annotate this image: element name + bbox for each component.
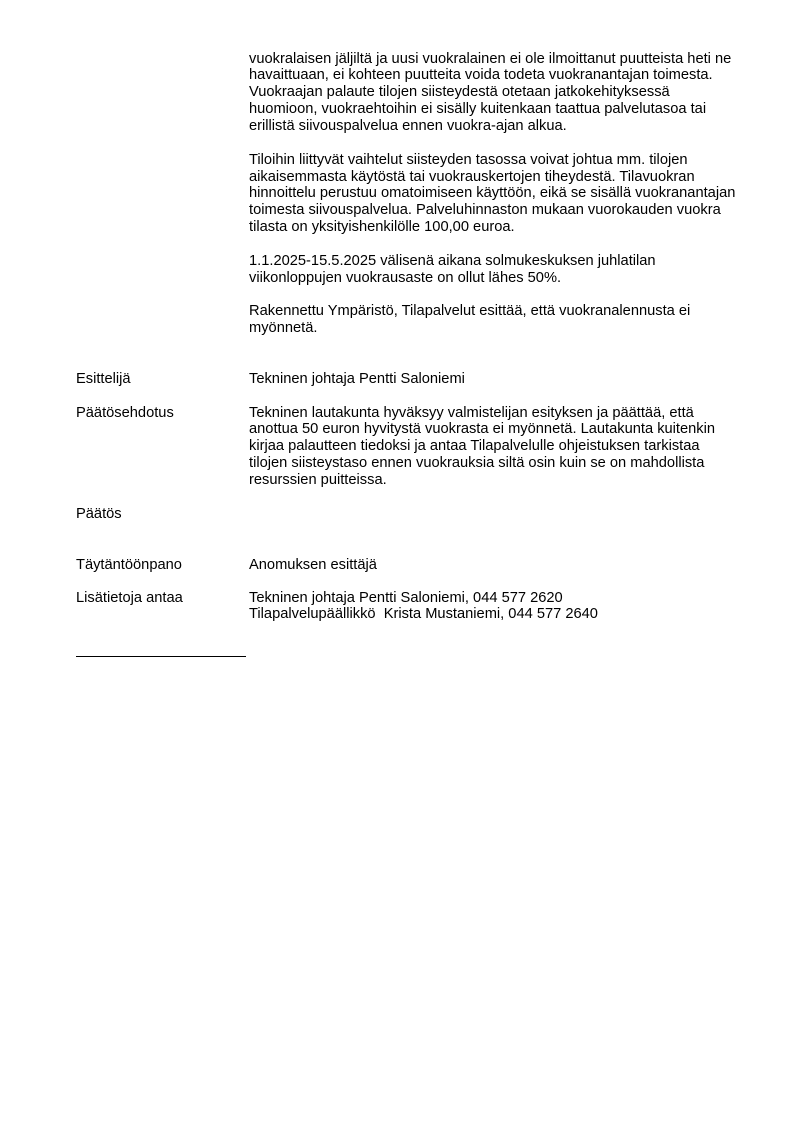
implementation-section xyxy=(76,557,736,574)
text-line: Tekninen johtaja Pentti Saloniemi xyxy=(249,370,465,387)
more-info-section xyxy=(76,589,736,623)
text-line: viikonloppujen vuokrausaste on ollut lähes 50%. xyxy=(249,269,562,286)
text-line: havaittuaan, ei kohteen puutteita voida todeta vuokranantajan toimesta. xyxy=(249,67,713,84)
text-line: vuokralaisen jäljiltä ja uusi vuokralainen ei ole ilmoittanut puutteista heti ne xyxy=(249,50,732,67)
text-line: Vuokraajan palaute tilojen siisteydestä otetaan jatkokehityksessä xyxy=(249,84,670,101)
section-end-divider xyxy=(76,656,246,657)
decision-section xyxy=(76,506,736,523)
presenter-label: Esittelijä xyxy=(76,370,131,387)
rationale-paragraph xyxy=(249,51,735,135)
text-line: Rakennettu Ympäristö, Tilapalvelut esittää, että vuokranalennusta ei xyxy=(249,303,691,320)
text-line: Tekninen johtaja Pentti Saloniemi, 044 577 2620 xyxy=(249,589,563,606)
rationale-paragraph xyxy=(249,253,735,287)
text-line: toimesta siivouspalvelua. Palveluhinnaston mukaan vuorokauden vuokra xyxy=(249,202,721,219)
proposal-section xyxy=(76,404,736,488)
text-line: anottua 50 euron hyvitystä vuokrasta ei myönnetä. Lautakunta kuitenkin xyxy=(249,421,716,438)
rationale-paragraph xyxy=(249,152,735,236)
implementation-label: Täytäntöönpano xyxy=(76,556,182,573)
text-line: tilasta on yksityishenkilölle 100,00 euroa. xyxy=(249,219,515,236)
text-line: resurssien puitteissa. xyxy=(249,471,387,488)
text-line: Tekninen lautakunta hyväksyy valmistelijan esityksen ja päättää, että xyxy=(249,404,694,421)
text-line: Anomuksen esittäjä xyxy=(249,556,377,573)
rationale-continuation xyxy=(249,51,735,354)
proposal-label: Päätösehdotus xyxy=(76,404,174,421)
proposal-value xyxy=(249,405,715,489)
text-line: tilojen siisteystaso ennen vuokrauksia siltä osin kuin se on mahdollista xyxy=(249,455,705,472)
text-line: 1.1.2025-15.5.2025 välisenä aikana solmukeskuksen juhlatilan xyxy=(249,252,656,269)
more-info-value xyxy=(249,590,598,624)
text-line: erillistä siivouspalvelua ennen vuokra-ajan alkua. xyxy=(249,117,567,134)
text-line: Tiloihin liittyvät vaihtelut siisteyden tasossa voivat johtua mm. tilojen xyxy=(249,151,688,168)
text-line: myönnetä. xyxy=(249,320,318,337)
rationale-paragraph xyxy=(249,303,735,337)
presenter-section xyxy=(76,371,736,388)
text-line: kirjaa palautteen tiedoksi ja antaa Tilapalvelulle ohjeistuksen tarkistaa xyxy=(249,438,700,455)
text-line: huomioon, vuokraehtoihin ei sisälly kuitenkaan taattua palvelutasoa tai xyxy=(249,101,707,118)
implementation-value xyxy=(249,557,377,574)
text-line: hinnoittelu perustuu omatoimiseen käyttöön, eikä se sisällä vuokranantajan xyxy=(249,185,736,202)
decision-label: Päätös xyxy=(76,505,122,522)
presenter-value xyxy=(249,371,465,388)
text-line: Tilapalvelupäällikkö Krista Mustaniemi, 044 577 2640 xyxy=(249,606,598,623)
text-line: aikaisemmasta käytöstä tai vuokrauskertojen tiheydestä. Tilavuokran xyxy=(249,168,695,185)
more-info-label: Lisätietoja antaa xyxy=(76,589,183,606)
